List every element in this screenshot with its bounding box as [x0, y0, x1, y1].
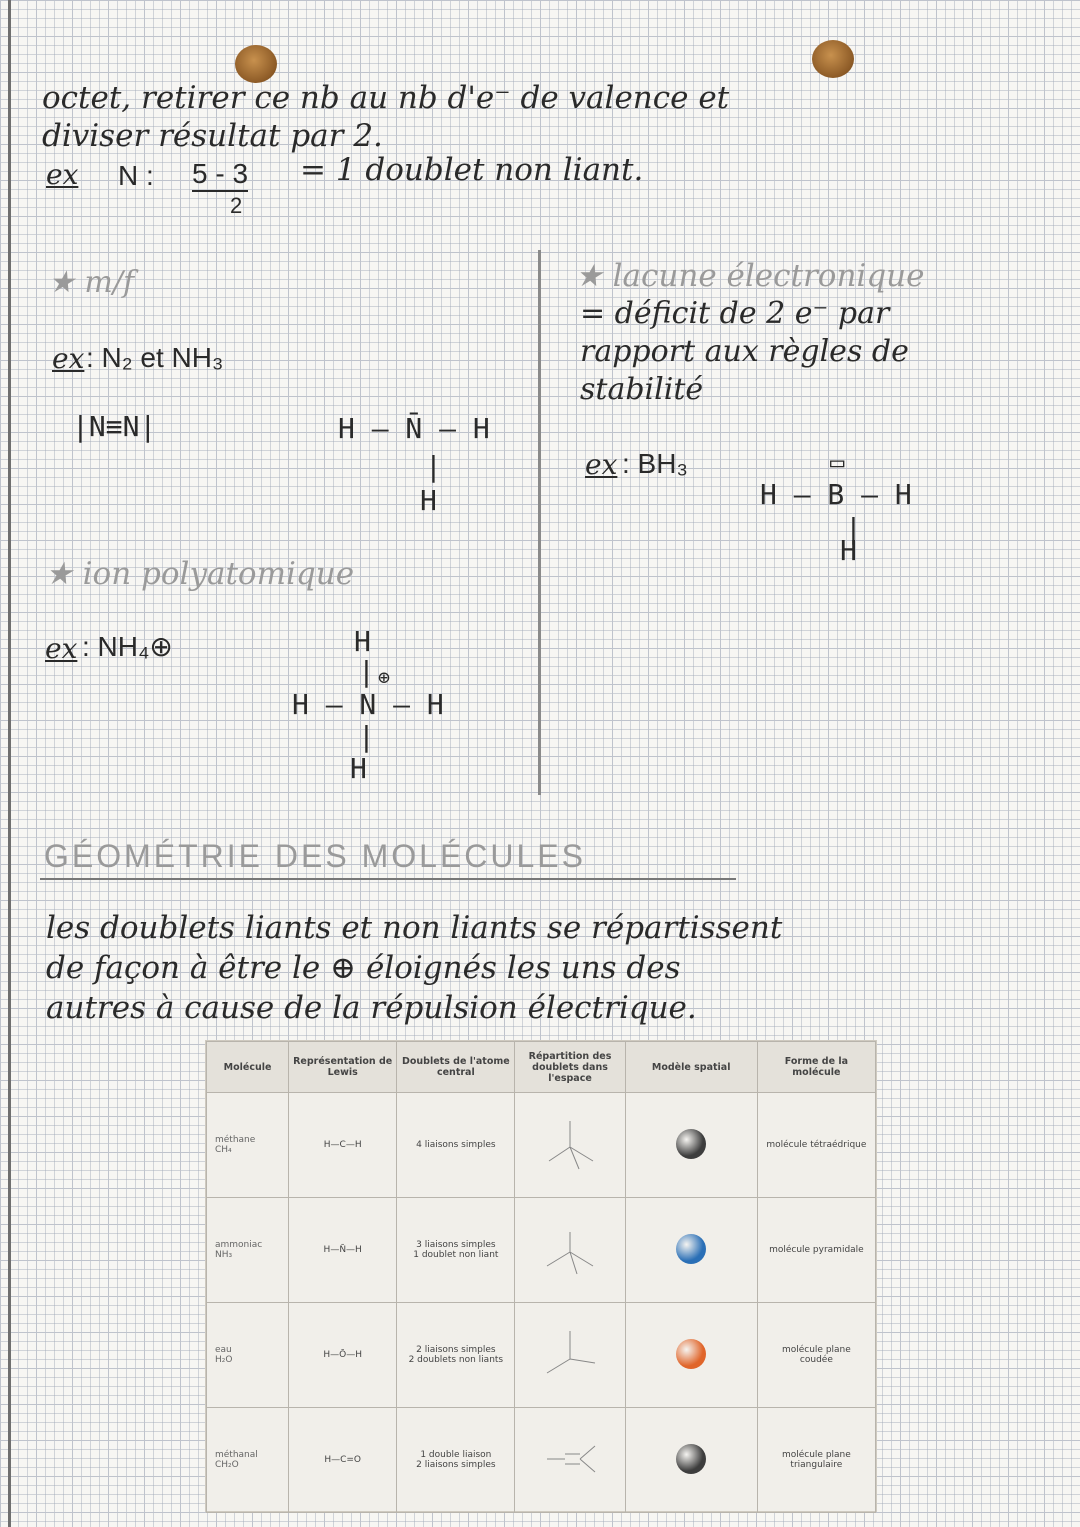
spatial-model [625, 1093, 757, 1198]
intro-line-2: diviser résultat par 2. [42, 118, 383, 154]
shape-text: molécule plane [781, 1345, 851, 1355]
model-ball [676, 1444, 706, 1474]
doublets-text: 2 liaisons simples [416, 1345, 496, 1355]
right-example-text: : BH₃ [622, 448, 688, 479]
nh3-lewis-top: H — N̄ — H [338, 412, 490, 445]
section-heading-right: ★ lacune électronique [575, 258, 925, 294]
bh3-lewis-bottom: H [840, 534, 857, 567]
molecule-formula: NH₃ [215, 1250, 233, 1260]
doublets-text: 1 double liaison [420, 1450, 492, 1460]
shape-text: molécule pyramidale [769, 1245, 864, 1255]
arrangement-diagram [535, 1319, 605, 1389]
section-heading-left: ★ m/f [48, 265, 135, 300]
spatial-model [625, 1408, 757, 1513]
left-example-prefix: ex [52, 342, 85, 375]
table-header: Répartition des doublets dans l'espace [515, 1042, 625, 1093]
molecule-name: méthanal [215, 1450, 258, 1460]
column-divider [538, 250, 541, 795]
right-def-line-1: = déficit de 2 e⁻ par [580, 296, 890, 331]
arrangement-diagram [535, 1424, 605, 1494]
nh3-lewis-bottom: H [420, 484, 437, 517]
fraction-numerator: 5 - 3 [192, 158, 248, 192]
lewis-cell: H—N̄—H [289, 1198, 397, 1303]
model-ball [676, 1129, 706, 1159]
shape-text: molécule plane [781, 1450, 851, 1460]
lewis-cell: H—C—H [289, 1093, 397, 1198]
example-result: = 1 doublet non liant. [300, 152, 644, 188]
ion-example-text: : NH₄⊕ [82, 631, 173, 662]
right-def-line-3: stabilité [580, 372, 704, 407]
molecule-formula: CH₄ [215, 1145, 232, 1155]
arrangement-diagram [535, 1214, 605, 1284]
doublets-text: 3 liaisons simples [416, 1240, 496, 1250]
example-prefix: ex [46, 158, 79, 191]
geometry-para-line-3: autres à cause de la répulsion électrique. [46, 990, 697, 1026]
table-header: Représentation de Lewis [289, 1042, 397, 1093]
bh3-lewis-bond: | [845, 512, 862, 545]
n2-lewis: |N≡N| [72, 410, 157, 443]
nh3-lewis-bond: | [425, 450, 442, 483]
spatial-arrangement [515, 1093, 625, 1198]
nh4-charge: ⊕ [378, 665, 391, 689]
intro-line-1: octet, retirer ce nb au nb d'e⁻ de valence et [42, 80, 730, 116]
molecule-name: ammoniac [215, 1240, 263, 1250]
spatial-model [625, 1198, 757, 1303]
spatial-arrangement [515, 1198, 625, 1303]
model-ball [676, 1339, 706, 1369]
table-row [207, 1408, 876, 1513]
table-header: Doublets de l'atome central [397, 1042, 515, 1093]
geometry-title: GÉOMÉTRIE DES MOLÉCULES [44, 838, 586, 874]
example-atom: N : [118, 160, 154, 191]
table-header: Forme de la molécule [757, 1042, 875, 1093]
margin-line [8, 0, 11, 1527]
binder-hole-left [235, 45, 277, 83]
geometry-para-line-2: de façon à être le ⊕ éloignés les uns des [46, 950, 681, 986]
molecule-formula: CH₂O [215, 1460, 239, 1470]
right-example-prefix: ex [585, 448, 618, 481]
doublets-text-2: 1 doublet non liant [413, 1250, 499, 1260]
left-example-text: : N₂ et NH₃ [86, 342, 224, 373]
molecule-name: méthane [215, 1135, 256, 1145]
geometry-table [205, 1040, 877, 1512]
table-row [207, 1303, 876, 1408]
fraction-denominator: 2 [230, 193, 243, 218]
table-header: Molécule [207, 1042, 289, 1093]
table-header: Modèle spatial [625, 1042, 757, 1093]
nh4-lewis-mid: H — N — H [292, 688, 444, 721]
bh3-vacancy-box: ▭ [830, 448, 845, 476]
spatial-arrangement [515, 1408, 625, 1513]
nh4-lewis-bottom: H [350, 752, 367, 785]
shape-text: molécule tétraédrique [766, 1140, 867, 1150]
doublets-text: 4 liaisons simples [416, 1140, 496, 1150]
doublets-text-2: 2 doublets non liants [408, 1355, 504, 1365]
molecule-name: eau [215, 1345, 232, 1355]
spatial-arrangement [515, 1303, 625, 1408]
table-row [207, 1093, 876, 1198]
lewis-cell: H—Ō—H [289, 1303, 397, 1408]
geometry-para-line-1: les doublets liants et non liants se répartissent [46, 910, 783, 946]
geometry-title-underline [40, 878, 736, 880]
shape-text-2: triangulaire [790, 1460, 843, 1470]
table-row [207, 1198, 876, 1303]
doublets-text-2: 2 liaisons simples [416, 1460, 496, 1470]
lewis-cell: H—C=O [289, 1408, 397, 1513]
nh4-lewis-top: H [354, 625, 371, 658]
section-heading-ion: ★ ion polyatomique [45, 556, 355, 592]
molecule-formula: H₂O [215, 1355, 233, 1365]
nh4-lewis-bond-bottom: | [358, 720, 375, 753]
spatial-model [625, 1303, 757, 1408]
model-ball [676, 1234, 706, 1264]
ion-example-prefix: ex [45, 632, 78, 665]
shape-text-2: coudée [799, 1355, 833, 1365]
nh4-lewis-bond-top: | [358, 655, 375, 688]
arrangement-diagram [535, 1109, 605, 1179]
right-def-line-2: rapport aux règles de [580, 334, 909, 369]
binder-hole-right [812, 40, 854, 78]
bh3-lewis-mid: H — B — H [760, 478, 912, 511]
